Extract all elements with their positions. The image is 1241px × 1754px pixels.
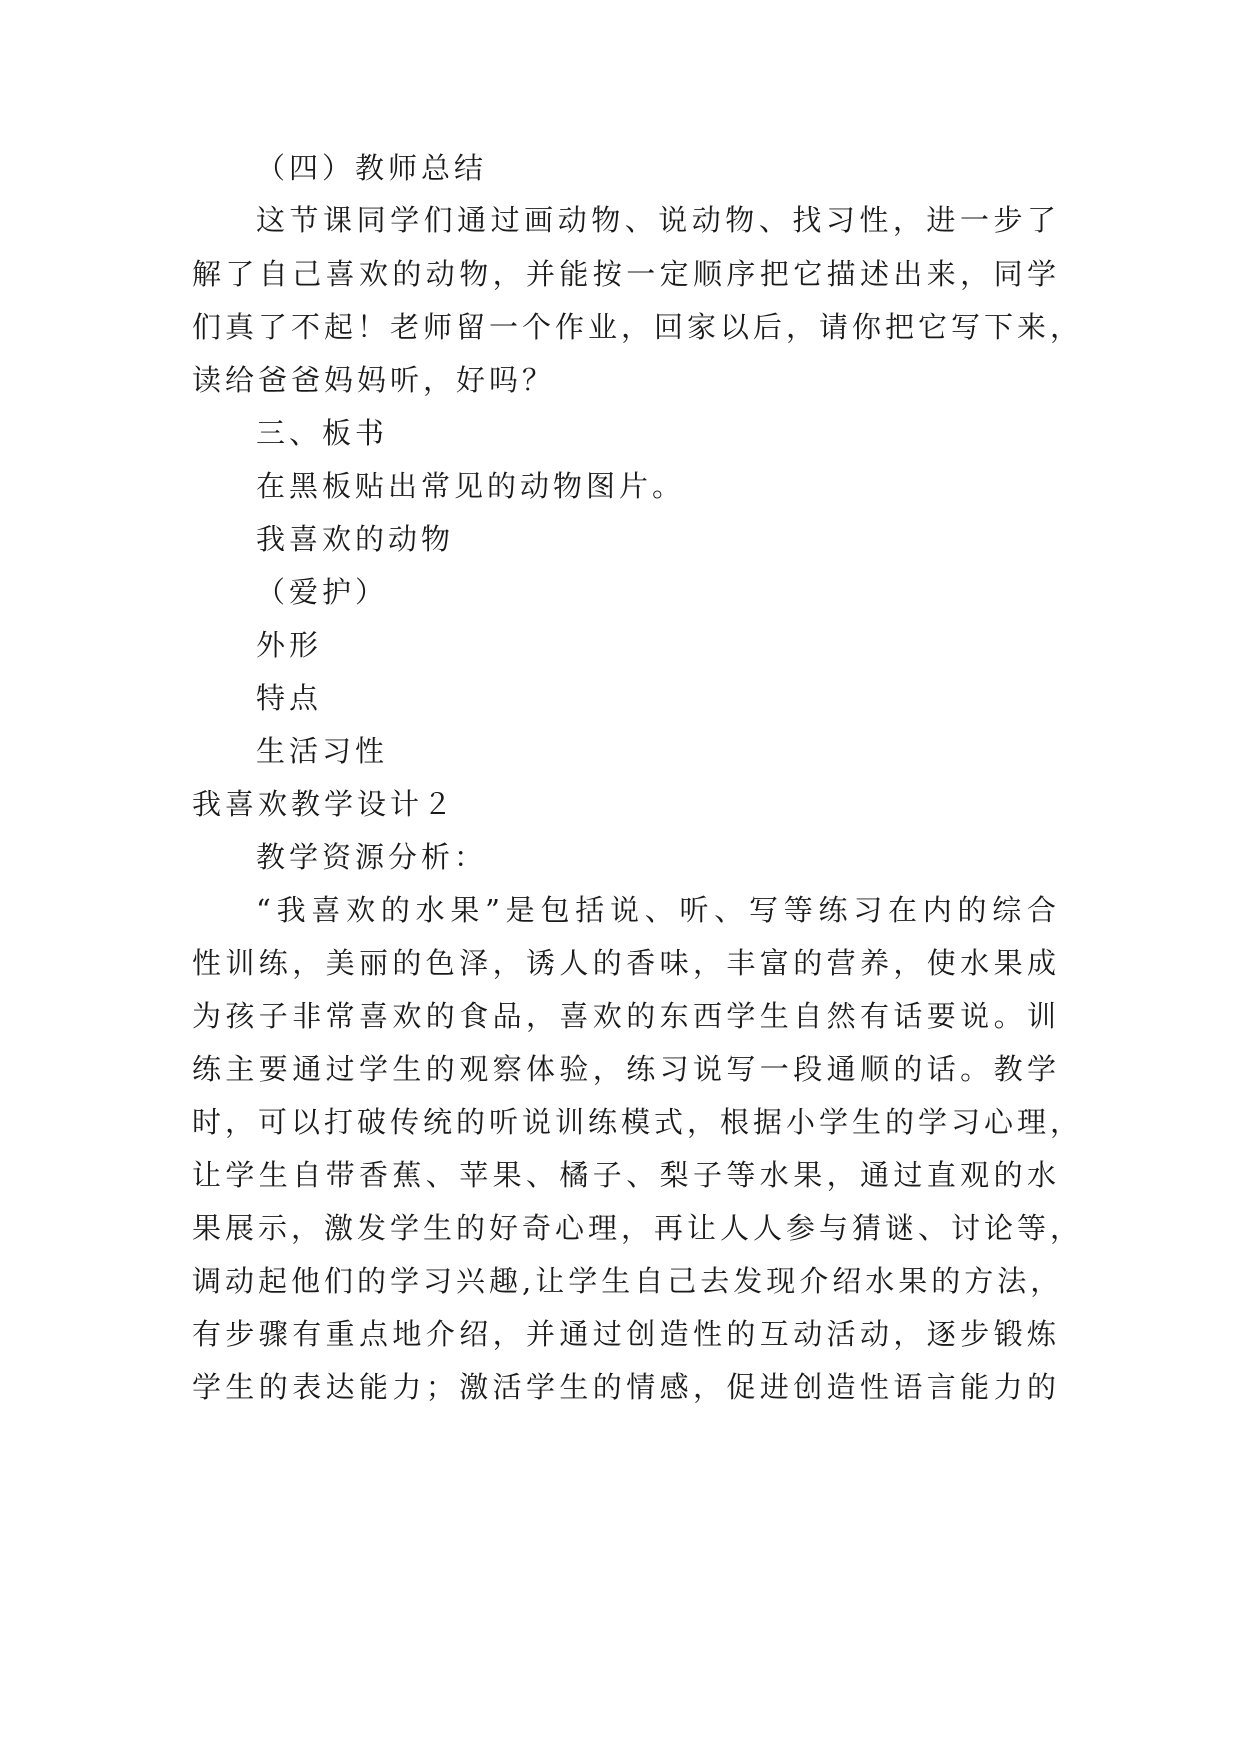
paragraph-line: 学生的表达能力；激活学生的情感，促进创造性语言能力的: [192, 1370, 1060, 1404]
blackboard-item: 外形: [256, 628, 323, 662]
paragraph-line: 调动起他们的学习兴趣,让学生自己去发现介绍水果的方法，: [192, 1264, 1064, 1298]
document-page: [192, 0, 1084, 1754]
paragraph-line: 练主要通过学生的观察体验，练习说写一段通顺的话。教学: [192, 1052, 1060, 1086]
document-title: 我喜欢教学设计２: [192, 787, 457, 821]
blackboard-item: （爱护）: [256, 575, 389, 609]
paragraph-line: 们真了不起！老师留一个作业，回家以后，请你把它写下来，: [192, 310, 1084, 344]
section-heading-resource-analysis: 教学资源分析：: [256, 840, 488, 874]
section-heading-teacher-summary: （四）教师总结: [256, 151, 488, 185]
paragraph-line: 让学生自带香蕉、苹果、橘子、梨子等水果，通过直观的水: [192, 1158, 1060, 1192]
blackboard-item: 特点: [256, 681, 323, 715]
paragraph-line: 性训练，美丽的色泽，诱人的香味，丰富的营养，使水果成: [192, 946, 1060, 980]
paragraph-line: 为孩子非常喜欢的食品，喜欢的东西学生自然有话要说。训: [192, 999, 1060, 1033]
section-heading-blackboard: 三、板书: [256, 416, 389, 450]
paragraph-line: 解了自己喜欢的动物，并能按一定顺序把它描述出来，同学: [192, 257, 1060, 291]
paragraph-line: 有步骤有重点地介绍，并通过创造性的互动活动，逐步锻炼: [192, 1317, 1060, 1351]
blackboard-item: 我喜欢的动物: [256, 522, 455, 556]
paragraph-line: 这节课同学们通过画动物、说动物、找习性，进一步了: [256, 203, 1060, 237]
paragraph-line: “我喜欢的水果”是包括说、听、写等练习在内的综合: [256, 893, 1060, 927]
blackboard-item: 生活习性: [256, 734, 389, 768]
paragraph-line: 时，可以打破传统的听说训练模式，根据小学生的学习心理，: [192, 1105, 1084, 1139]
paragraph-line: 读给爸爸妈妈听，好吗？: [192, 363, 556, 397]
paragraph-line: 在黑板贴出常见的动物图片。: [256, 469, 686, 503]
paragraph-line: 果展示，激发学生的好奇心理，再让人人参与猜谜、讨论等，: [192, 1211, 1084, 1245]
